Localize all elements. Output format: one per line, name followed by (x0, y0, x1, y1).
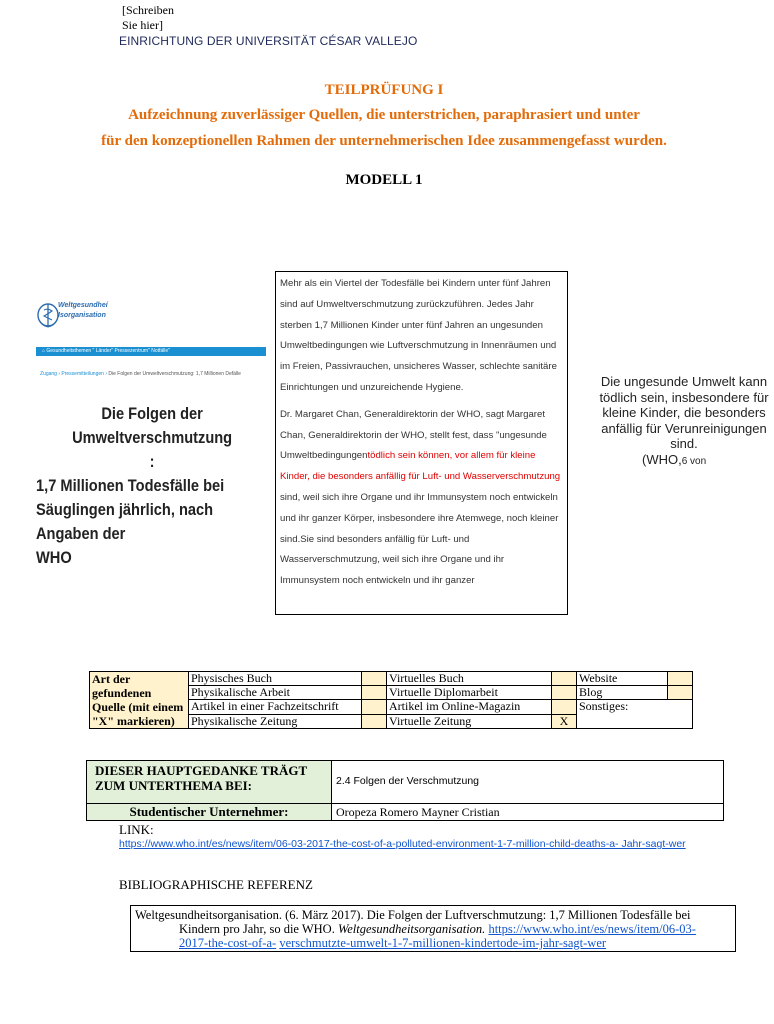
subtopic-label-text: DIESER HAUPTGEDANKE TRÄGT ZUM UNTERTHEMA BEI: (95, 763, 307, 793)
placeholder-line-1: [Schreiben (122, 3, 174, 17)
breadcrumb-links: Zugang › Pressemitteilungen › (40, 371, 107, 377)
heading-line: 1,7 Millionen Todesfälle bei (36, 476, 225, 495)
source-checkbox[interactable] (362, 715, 387, 729)
excerpt-paragraph-1: Mehr als ein Viertel der Todesfälle bei Kindern unter fünf Jahren sind auf Umweltverschmutzung zurückzuführen. Jedes Jahr sterben 1,7 Millionen Kinder unter fünf Jahren an ungesunden Umweltbedingungen wie Luftverschmutzung in Innenräumen und im Freien, Passivrauchen, unsicheres Wasser, schlechte sanitäre Einrichtungen und unzureichende Hygiene. (280, 278, 557, 393)
source-checkbox[interactable] (362, 700, 387, 715)
excerpt-text: Dr. Margaret Chan, Generaldirektorin der WHO, sagt Margaret Chan, Generaldirektorin der WHO, stellt fest, dass "ungesunde Umweltbedingungen (280, 408, 547, 462)
source-option-other: Sonstiges: (577, 700, 693, 729)
paraphrase-body: Die ungesunde Umwelt kann tödlich sein, insbesondere für kleine Kinder, die besonders anfällig für Verunreinigungen sind. (599, 374, 769, 451)
reference-link[interactable]: verschmutzte-umwelt-1-7-millionen-kindertode-im-jahr-sagt-wer (279, 936, 607, 950)
exam-title: TEILPRÜFUNG I (324, 82, 444, 98)
source-option: Physikalische Arbeit (189, 686, 362, 700)
article-heading (36, 402, 242, 567)
bibliography-reference (130, 905, 736, 952)
subtopic-value: 2.4 Folgen der Verschmutzung (332, 761, 724, 804)
reference-text: Kindern pro Jahr, so die WHO. (179, 922, 335, 936)
placeholder-line-2: Sie hier] (122, 18, 163, 32)
source-excerpt-box (275, 271, 568, 615)
heading-line: Angaben der (36, 524, 126, 543)
source-checkbox[interactable] (362, 672, 387, 686)
source-link[interactable]: https://www.who.int/es/news/item/06-03-2017-the-cost-of-a-polluted-environment-1-7-million-child-deaths-a- Jahr-sagt-wer (119, 838, 686, 850)
reference-link[interactable]: https://www.who.int/es/news/item/06-03- (488, 922, 696, 936)
student-value: Oropeza Romero Mayner Cristian (332, 804, 724, 821)
source-checkbox[interactable] (552, 686, 577, 700)
org-name-line-2: Isorganisation (58, 312, 106, 319)
source-option: Blog (577, 686, 668, 700)
source-checkbox[interactable] (668, 686, 693, 700)
site-nav-bar: ⌂ Gesundheitsthemen " Länder" Pressezentrum" Notfälle" (36, 347, 266, 356)
citation-small: 6 von (681, 455, 707, 467)
subtitle-line-2: für den konzeptionellen Rahmen der unternehmerischen Idee zusammengefasst wurden. (101, 133, 667, 149)
excerpt-text: sind, weil sich ihre Organe und ihr Immunsystem noch entwickeln und ihr ganzer Körper, insbesondere ihre Atemwege, noch kleiner sind.Sie sind besonders anfällig für Luft- und Wasserverschmutzung, weil sich ihre Organe und ihr Immunsystem noch entwickeln und ihr ganzer (280, 491, 559, 587)
paraphrase-text (594, 374, 774, 469)
source-checkbox[interactable] (552, 672, 577, 686)
reference-line-2 (135, 922, 731, 936)
main-idea-table (86, 760, 724, 821)
source-option: Artikel im Online-Magazin (387, 700, 552, 715)
source-option: Virtuelles Buch (387, 672, 552, 686)
reference-text: Weltgesundheitsorganisation. (6. März 2017). Die Folgen der Luftverschmutzung: 1,7 Millionen Todesfälle bei (135, 908, 691, 922)
heading-line: WHO (36, 548, 72, 567)
author-placeholder (122, 3, 174, 33)
heading-line: Säuglingen jährlich, nach (36, 500, 214, 519)
student-label: Studentischer Unternehmer: (87, 804, 332, 821)
source-option: Physisches Buch (189, 672, 362, 686)
org-name (58, 301, 108, 321)
source-option: Physikalische Zeitung (189, 715, 362, 729)
source-type-header: Art der gefundenen Quelle (mit einem "X" markieren) (90, 672, 189, 729)
paraphrase-citation (594, 452, 774, 470)
heading-line: Die Folgen der (101, 404, 203, 423)
underlined-excerpt: tödlich sein können, vor allem für kleine Kinder, die besonders anfällig für Luft- und Wasserverschmutzung (280, 450, 561, 483)
source-type-table (89, 671, 693, 729)
excerpt-paragraph-2 (280, 405, 563, 592)
institution-name: EINRICHTUNG DER UNIVERSITÄT CÉSAR VALLEJO (119, 34, 418, 48)
source-option: Artikel in einer Fachzeitschrift (189, 700, 362, 715)
who-logo-icon (36, 300, 60, 332)
heading-line: : (149, 452, 155, 471)
reference-site: Weltgesundheitsorganisation. (337, 922, 486, 936)
subtopic-label (87, 761, 332, 804)
reference-link[interactable]: 2017-the-cost-of-a- (179, 936, 277, 950)
bibliography-label: BIBLIOGRAPHISCHE REFERENZ (119, 877, 313, 892)
subtitle-line-1: Aufzeichnung zuverlässiger Quellen, die unterstrichen, paraphrasiert und unter (128, 107, 640, 123)
org-name-line-1: Weltgesundheí (58, 302, 108, 309)
source-checkbox[interactable] (668, 672, 693, 686)
source-checkbox-marked[interactable]: X (552, 715, 577, 729)
source-checkbox[interactable] (552, 700, 577, 715)
source-option: Virtuelle Zeitung (387, 715, 552, 729)
source-checkbox[interactable] (362, 686, 387, 700)
reference-line-3 (135, 936, 731, 950)
breadcrumb-current: Die Folgen der Umweltverschmutzung: 1,7 Millionen Defälle (108, 371, 241, 377)
link-label: LINK: (119, 822, 154, 837)
breadcrumb (40, 371, 241, 377)
citation-main: (WHO, (642, 451, 682, 467)
source-option: Virtuelle Diplomarbeit (387, 686, 552, 700)
source-option: Website (577, 672, 668, 686)
model-title: MODELL 1 (345, 172, 423, 188)
heading-line: Umweltverschmutzung (72, 428, 233, 447)
